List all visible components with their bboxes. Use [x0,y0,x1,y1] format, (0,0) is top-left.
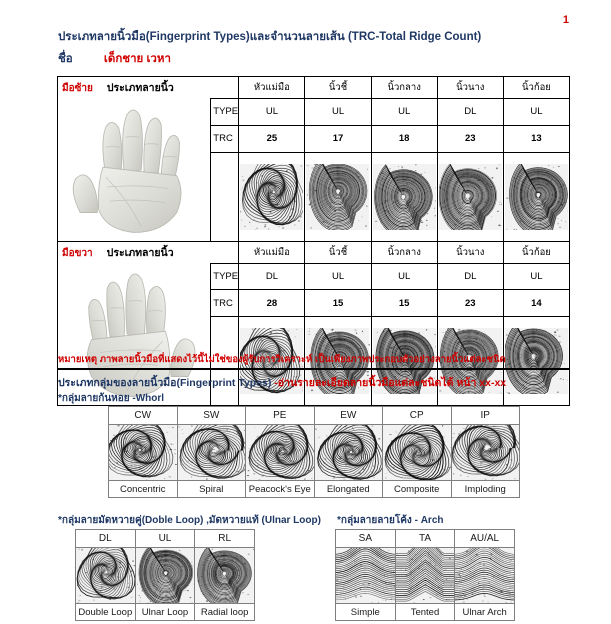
hand-header-left [58,77,239,99]
whorl-concentric [109,425,178,481]
name-row [58,50,171,68]
trc-row-label: TRC [211,125,239,152]
loop-radial [195,548,255,604]
type-code-cell: TA [395,530,455,548]
type-code-cell: CW [109,407,178,425]
horizontal-rule [57,368,570,370]
finger-type-value: UL [503,263,569,290]
finger-type-value: UL [371,263,437,290]
finger-type-value: DL [437,99,503,126]
fingerprint-little [503,317,569,406]
type-name-cell: Tented [395,604,455,621]
type-code-cell: UL [135,530,195,548]
trc-row-label: TRC [211,290,239,317]
finger-type-value: UL [371,99,437,126]
type-name-cell: Simple [336,604,396,621]
group-heading-whorl: *กลุ่มลายก้นหอย -Whorl [58,393,165,404]
type-code-cell: AU/AL [455,530,515,548]
fingerprint-ring [437,152,503,241]
type-code-cell: IP [451,407,520,425]
type-name-cell: Elongated [314,481,383,498]
type-code-cell: SW [177,407,246,425]
whorl-elongated [314,425,383,481]
type-name-cell: Radial loop [195,604,255,621]
finger-header: หัวแม่มือ [239,77,305,99]
loop-ulnar [135,548,195,604]
arch-ulnar [455,548,515,604]
finger-trc-value: 25 [239,125,305,152]
finger-type-value: UL [503,99,569,126]
whorl-imploding [451,425,520,481]
disclaimer-note: หมายเหตุ ภาพลายนิ้วมือที่แสดงไว้นี้ไม่ใช่ของผู้รับการวิเคราะห์ เป็นเพียงภาพประกอบตัวอย่างลายนิ้วแต่ละชนิด [58,354,506,365]
section-title [58,374,506,391]
type-name-cell: Ulnar Loop [135,604,195,621]
type-code-cell: SA [336,530,396,548]
type-code-cell: CP [383,407,452,425]
finger-trc-value: 13 [503,125,569,152]
finger-type-value: UL [305,99,371,126]
finger-type-value: UL [305,263,371,290]
finger-header: นิ้วชี้ [305,77,371,99]
finger-trc-value: 23 [437,125,503,152]
arch-types-table [335,529,515,621]
finger-header: นิ้วกลาง [371,241,437,263]
fingerprint-middle [371,152,437,241]
spacer-cell [211,152,239,241]
finger-trc-value: 15 [371,290,437,317]
type-code-cell: RL [195,530,255,548]
page-title: ประเภทลายนิ้วมือ(Fingerprint Types)และจำนวนลายเส้น (TRC-Total Ridge Count) [58,31,482,43]
fingerprint-little [503,152,569,241]
finger-header: นิ้วนาง [437,77,503,99]
whorl-composite [383,425,452,481]
hand-side-label: มือซ้าย [62,83,93,94]
whorl-spiral [177,425,246,481]
finger-trc-value: 15 [305,290,371,317]
hand-sub-label: ประเภทลายนิ้ว [106,82,174,94]
fingerprint-index [305,152,371,241]
fingerprint-thumb [239,152,305,241]
finger-trc-value: 23 [437,290,503,317]
type-code-cell: DL [76,530,136,548]
left-hand-image [58,99,211,242]
name-label: ชื่อ [58,53,73,65]
finger-header: หัวแม่มือ [239,241,305,263]
hand-sub-label: ประเภทลายนิ้ว [106,246,174,259]
name-value: เด็กชาย เวหา [103,53,171,65]
type-row-label: TYPE [211,99,239,126]
section-title-ref: -อ่านรายละเอียดลายนิ้วมือแต่ละชนิดได้ หน้า xx-xx [271,377,507,389]
page-number: 1 [562,14,569,26]
finger-header: นิ้วกลาง [371,77,437,99]
type-name-cell: Peacock's Eye [246,481,315,498]
type-name-cell: Imploding [451,481,520,498]
finger-trc-value: 28 [239,290,305,317]
type-name-cell: Concentric [109,481,178,498]
loop-types-table [75,529,255,621]
finger-header: นิ้วนาง [437,241,503,263]
arch-simple [336,548,396,604]
finger-header: นิ้วก้อย [503,241,569,263]
type-name-cell: Ulnar Arch [455,604,515,621]
type-name-cell: Spiral [177,481,246,498]
type-code-cell: EW [314,407,383,425]
section-title-main: ประเภทกลุ่มของลายนิ้วมือ(Fingerprint Types) [58,377,272,389]
whorl-peacocks-eye [246,425,315,481]
whorl-types-table [108,406,520,498]
arch-tented [395,548,455,604]
type-name-cell: Composite [383,481,452,498]
finger-header: นิ้วชี้ [305,241,371,263]
finger-type-value: DL [437,263,503,290]
finger-type-value: UL [239,99,305,126]
hand-header-right [58,241,239,263]
loop-double [76,548,136,604]
type-name-cell: Double Loop [76,604,136,621]
type-row-label: TYPE [211,263,239,290]
finger-trc-value: 18 [371,125,437,152]
group-heading-loop: *กลุ่มลายมัดหวายคู่(Doble Loop) ,มัดหวายแท้ (Ulnar Loop) [58,515,321,526]
hand-side-label: มือขวา [62,247,93,259]
finger-trc-value: 17 [305,125,371,152]
finger-trc-value: 14 [503,290,569,317]
finger-type-value: DL [239,263,305,290]
group-heading-arch: *กลุ่มลายลายโค้ง - Arch [337,515,444,526]
finger-header: นิ้วก้อย [503,77,569,99]
type-code-cell: PE [246,407,315,425]
